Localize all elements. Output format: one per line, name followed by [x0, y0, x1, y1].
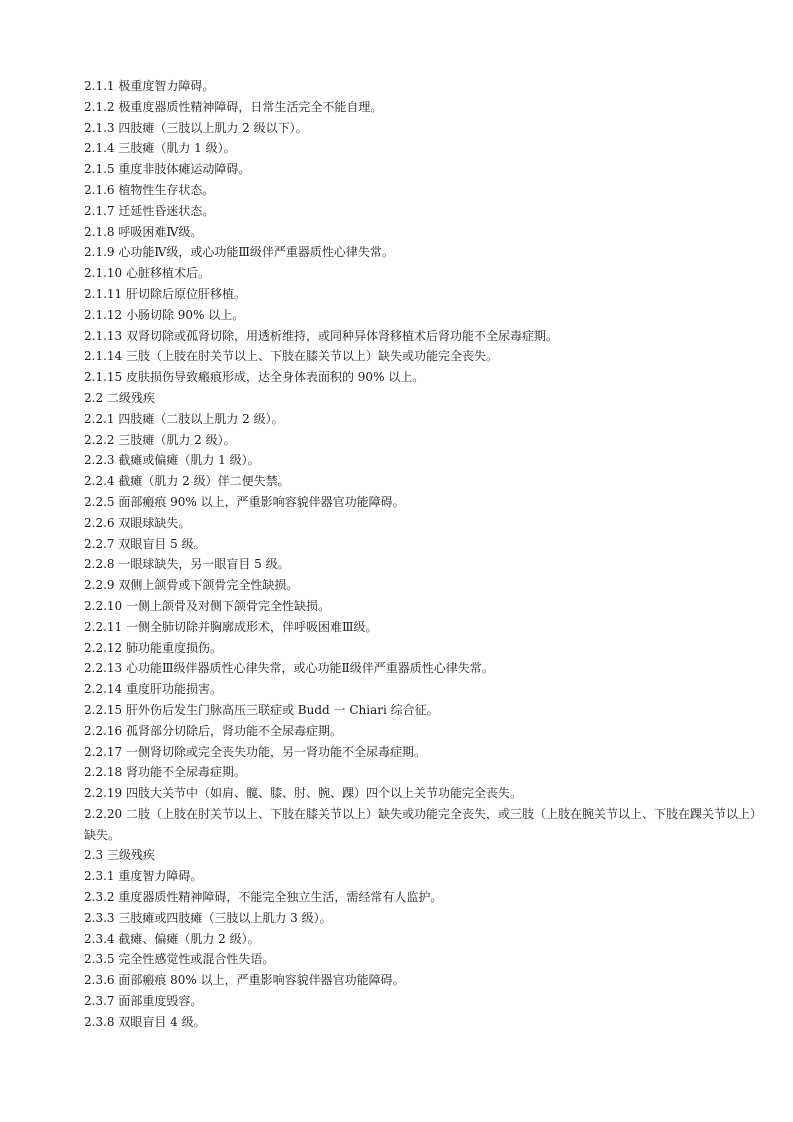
text-line: 2.3.2 重度器质性精神障碍，不能完全独立生活，需经常有人监护。	[84, 890, 443, 905]
text-line: 2.2.13 心功能Ⅲ级伴器质性心律失常，或心功能Ⅱ级伴严重器质性心律失常。	[84, 661, 494, 676]
text-line: 2.1.12 小肠切除 90% 以上。	[84, 307, 245, 322]
text-line: 2.1.2 极重度器质性精神障碍，日常生活完全不能自理。	[84, 99, 383, 114]
text-line: 2.2.17 一侧肾切除或完全丧失功能，另一肾功能不全尿毒症期。	[84, 744, 426, 759]
text-line: 2.2.8 一眼球缺失，另一眼盲目 5 级。	[84, 557, 290, 572]
section-heading: 2.3 三级残疾	[84, 848, 155, 863]
text-line: 2.1.4 三肢瘫（肌力 1 级）。	[84, 141, 236, 156]
text-line: 2.1.7 迁延性昏迷状态。	[84, 203, 215, 218]
text-line: 2.3.6 面部瘢痕 80% 以上，严重影响容貌伴器官功能障碍。	[84, 973, 405, 988]
text-line: 2.2.10 一侧上颌骨及对侧下颌骨完全性缺损。	[84, 598, 330, 613]
text-line: 2.2.9 双侧上颌骨或下颌骨完全性缺损。	[84, 578, 299, 593]
text-line: 2.1.5 重度非肢体瘫运动障碍。	[84, 162, 251, 177]
text-line: 2.2.11 一侧全肺切除并胸廓成形术，伴呼吸困难Ⅲ级。	[84, 619, 378, 634]
text-line: 2.3.3 三肢瘫或四肢瘫（三肢以上肌力 3 级）。	[84, 910, 332, 925]
text-line: 2.1.13 双肾切除或孤肾切除，用透析维持，或同种异体肾移植术后肾功能不全尿毒症期。	[84, 328, 558, 343]
document-body	[84, 76, 764, 1033]
text-line: 2.1.1 极重度智力障碍。	[84, 79, 215, 93]
text-line: 2.2.1 四肢瘫（二肢以上肌力 2 级）。	[84, 411, 284, 426]
text-line: 2.1.6 植物性生存状态。	[84, 182, 215, 197]
text-line: 2.2.6 双眼球缺失。	[84, 515, 191, 530]
text-line: 2.1.8 呼吸困难Ⅳ级。	[84, 224, 203, 239]
text-line: 2.3.4 截瘫、偏瘫（肌力 2 级）。	[84, 931, 260, 946]
text-line: 2.3.7 面部重度毁容。	[84, 994, 203, 1009]
text-line: 2.2.4 截瘫（肌力 2 级）伴二便失禁。	[84, 474, 290, 489]
text-line: 2.3.8 双眼盲目 4 级。	[84, 1014, 206, 1029]
text-line: 2.2.19 四肢大关节中（如肩、髋、膝、肘、腕、踝）四个以上关节功能完全丧失。	[84, 786, 522, 801]
text-line: 2.2.12 肺功能重度损伤。	[84, 640, 222, 655]
text-line: 2.2.16 孤肾部分切除后，肾功能不全尿毒症期。	[84, 723, 342, 738]
text-line: 2.1.10 心脏移植术后。	[84, 266, 210, 281]
text-line: 2.2.18 肾功能不全尿毒症期。	[84, 765, 246, 780]
text-line: 2.1.3 四肢瘫（三肢以上肌力 2 级以下）。	[84, 120, 308, 135]
text-line: 2.1.11 肝切除后原位肝移植。	[84, 286, 246, 301]
text-line: 2.3.1 重度智力障碍。	[84, 869, 203, 884]
text-line: 2.2.7 双眼盲目 5 级。	[84, 536, 206, 551]
text-line: 2.1.14 三肢（上肢在肘关节以上、下肢在膝关节以上）缺失或功能完全丧失。	[84, 349, 498, 364]
section-heading: 2.2 二级残疾	[84, 390, 155, 405]
text-line: 2.2.15 肝外伤后发生门脉高压三联症或 Budd 一 Chiari 综合征。	[84, 702, 439, 717]
text-line: 2.2.20 二肢（上肢在肘关节以上、下肢在膝关节以上）缺失或功能完全丧失，或三肢（上肢在腕关节以上、下肢在踝关节以上）缺失。	[84, 806, 762, 842]
text-line: 2.1.9 心功能Ⅳ级，或心功能Ⅲ级伴严重器质性心律失常。	[84, 245, 394, 260]
text-line: 2.3.5 完全性感觉性或混合性失语。	[84, 952, 275, 967]
text-line: 2.2.5 面部瘢痕 90% 以上，严重影响容貌伴器官功能障碍。	[84, 494, 405, 509]
text-line: 2.2.2 三肢瘫（肌力 2 级）。	[84, 432, 236, 447]
text-line: 2.2.14 重度肝功能损害。	[84, 682, 222, 697]
text-line: 2.1.15 皮肤损伤导致瘢痕形成，达全身体表面积的 90% 以上。	[84, 370, 425, 385]
text-line: 2.2.3 截瘫或偏瘫（肌力 1 级）。	[84, 453, 260, 468]
